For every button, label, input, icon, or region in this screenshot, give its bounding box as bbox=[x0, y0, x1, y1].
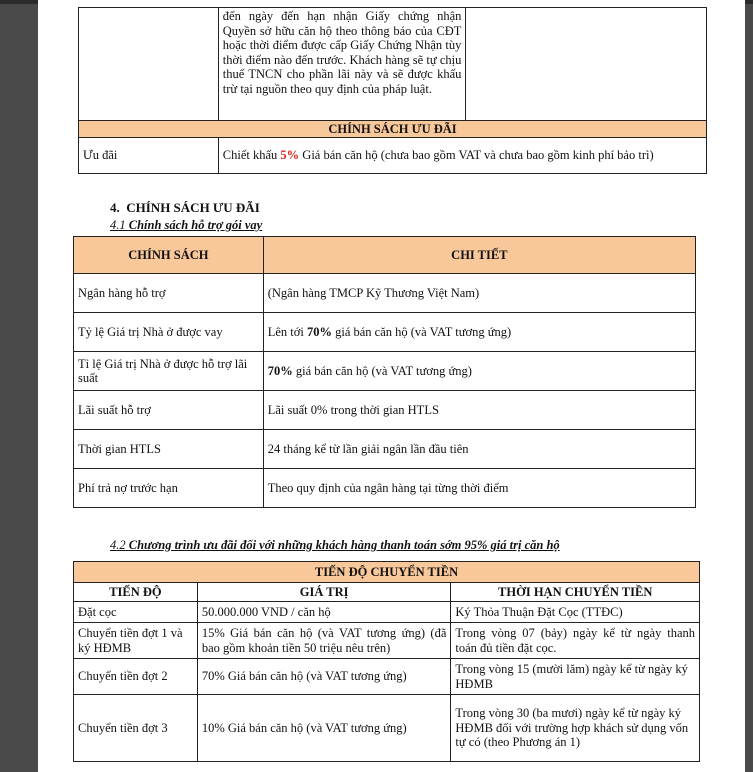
table-row bbox=[79, 121, 707, 138]
table-row: Tỉ lệ Giá trị Nhà ở được hỗ trợ lãi suất 70% giá bán căn hộ (và VAT tương ứng) bbox=[74, 352, 696, 391]
column-header: TIẾN ĐỘ bbox=[74, 583, 198, 602]
table-row: Chuyển tiền đợt 3 10% Giá bán căn hộ (và VAT tương ứng) Trong vòng 30 (ba mươi) ngày kể từ ngày ký HĐMB đối với trường hợp khách sử dụng vốn tự có (theo Phương án 1) bbox=[74, 695, 700, 762]
table-row: Ngân hàng hỗ trợ (Ngân hàng TMCP Kỹ Thương Việt Nam) bbox=[74, 274, 696, 313]
table-row: Tỷ lệ Giá trị Nhà ở được vay Lên tới 70% giá bán căn hộ (và VAT tương ứng) bbox=[74, 313, 696, 352]
incentive-policy-table bbox=[78, 7, 707, 174]
subsection-4-1-title: 4.1 Chính sách hỗ trợ gói vay bbox=[110, 218, 263, 232]
payment-table-title: TIẾN ĐỘ CHUYỂN TIỀN bbox=[74, 562, 700, 583]
column-header: CHI TIẾT bbox=[263, 237, 695, 274]
table-row: Chuyển tiền đợt 1 và ký HĐMB 15% Giá bán căn hộ (và VAT tương ứng) (đã bao gồm khoản tiền 50 triệu nêu trên) Trong vòng 07 (bảy) ngày kể từ ngày thanh toán đủ tiền đặt cọc. bbox=[74, 623, 700, 659]
column-header: CHÍNH SÁCH bbox=[74, 237, 264, 274]
table-row: Chuyển tiền đợt 2 70% Giá bán căn hộ (và VAT tương ứng) Trong vòng 15 (mười lăm) ngày kể từ ngày ký HĐMB bbox=[74, 659, 700, 695]
incentive-detail: Chiết khấu 5% Giá bán căn hộ (chưa bao gồm VAT và chưa bao gồm kinh phí bảo trì) bbox=[218, 138, 706, 174]
column-header: GIÁ TRỊ bbox=[197, 583, 451, 602]
table-row: Đặt cọc 50.000.000 VND / căn hộ Ký Thỏa Thuận Đặt Cọc (TTĐC) bbox=[74, 602, 700, 623]
section-4-heading: 4. CHÍNH SÁCH ƯU ĐÃI bbox=[110, 200, 260, 215]
table-title-row bbox=[74, 562, 700, 583]
discount-percent: 5% bbox=[280, 148, 300, 163]
table-row: Lãi suất hỗ trợ Lãi suất 0% trong thời gian HTLS bbox=[74, 391, 696, 430]
table-row: Phí trả nợ trước hạn Theo quy định của ngân hàng tại từng thời điểm bbox=[74, 469, 696, 508]
incentive-label: Ưu đãi bbox=[79, 138, 219, 174]
table-header-row bbox=[74, 237, 696, 274]
payment-schedule-table bbox=[73, 561, 700, 762]
incentive-section-header: CHÍNH SÁCH ƯU ĐÃI bbox=[79, 121, 707, 138]
table-row: Thời gian HTLS 24 tháng kể từ lần giải ngân lần đầu tiên bbox=[74, 430, 696, 469]
loan-support-table bbox=[73, 236, 696, 508]
table-row bbox=[79, 8, 707, 121]
table-row bbox=[79, 138, 707, 174]
table-header-row bbox=[74, 583, 700, 602]
interest-tax-text: đến ngày đến hạn nhận Giấy chứng nhận Quyền sở hữu căn hộ theo thông báo của CĐT hoặc thời điểm được cấp Giấy Chứng Nhận tùy thời điểm nào đến trước. Khách hàng sẽ tự chịu thuế TNCN cho phần lãi này và sẽ được khấu trừ tại nguồn theo quy định của pháp luật. bbox=[218, 8, 466, 121]
column-header: THỜI HẠN CHUYỂN TIỀN bbox=[451, 583, 700, 602]
subsection-4-2-title: 4.2 Chương trình ưu đãi đối với những khách hàng thanh toán sớm 95% giá trị căn hộ bbox=[110, 538, 560, 552]
